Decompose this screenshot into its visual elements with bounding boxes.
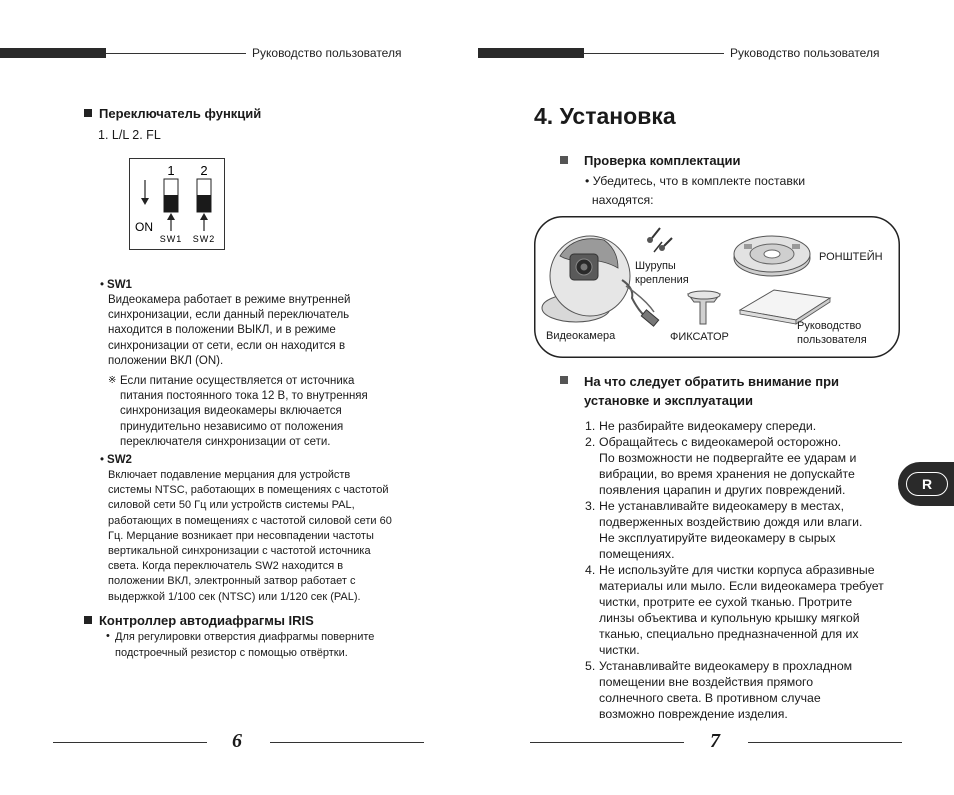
caption-manual: Руководство пользователя — [797, 320, 867, 346]
bullet-square-icon — [84, 616, 92, 624]
dip-switch-diagram — [129, 158, 225, 250]
bullet-square-icon — [84, 109, 92, 117]
caution-item-4: 4. Не используйте для чистки корпуса абразивные материалы или мыло. Если видеокамера требует чистки, протрите ее сухой тканью. Протрите линзы объектива и купольную крышку мягкой тканью, специально предназначенной для их чистки. — [585, 563, 884, 657]
caption-camera: Видеокамера — [546, 330, 616, 342]
iris-bullet: • — [106, 630, 110, 642]
cautions-bullet-square-icon — [560, 376, 568, 384]
chapter-title: 4. Установка — [534, 103, 676, 129]
right-page-number: 7 — [710, 730, 720, 752]
caution-item-1: 1. Не разбирайте видеокамеру спереди. — [585, 419, 817, 433]
sw1-label: SW1 — [159, 234, 183, 244]
left-footer-rule-left — [53, 742, 207, 743]
left-footer-rule-right — [270, 742, 424, 743]
bracket-picture — [734, 236, 810, 276]
caption-clamp: ФИКСАТОР — [670, 331, 729, 343]
right-footer-rule-left — [530, 742, 684, 743]
left-header-rule — [106, 53, 246, 54]
left-header-title: Руководство пользователя — [252, 46, 402, 60]
left-header-bar — [0, 48, 106, 58]
caution-item-3: 3. Не устанавливайте видеокамеру в местах, подверженных воздействию дождя или влаги. Не эксплуатируйте видеокамеру в сырых помещениях. — [585, 499, 863, 561]
sw1-description: Видеокамера работает в режиме внутренней синхронизации, если данный переключатель находится в положении ВЫКЛ, и в режиме синхронизации от сети, если он находится в положении ВКЛ (ON). — [108, 294, 351, 367]
caption-screws: Шурупы крепления — [635, 260, 689, 286]
right-header-rule — [584, 53, 724, 54]
left-page-number: 6 — [232, 730, 242, 752]
caption-bracket: РОНШТЕЙН — [819, 251, 883, 263]
package-check-heading: Проверка комплектации — [560, 153, 741, 168]
sw1-title: • SW1 — [100, 279, 132, 291]
switch-number-1: 1 — [167, 163, 175, 178]
right-header-bar — [478, 48, 584, 58]
switch-2-lever — [197, 195, 211, 212]
on-label: ON — [135, 220, 153, 234]
cautions-heading: На что следует обратить внимание при установке и эксплуатации — [584, 374, 840, 408]
iris-heading: Контроллер автодиафрагмы IRIS — [84, 613, 314, 628]
caution-item-5: 5. Устанавливайте видеокамеру в прохладном помещении вне воздействия прямого солнечного света. В противном случае возможно повреждение изделия. — [585, 659, 853, 721]
package-check-intro: • Убедитесь, что в комплекте поставки находятся: — [585, 174, 806, 207]
sw1-note-mark: ※ — [108, 375, 117, 386]
section-tab-label: R — [906, 472, 948, 496]
iris-description: Для регулировки отверстия диафрагмы поверните подстроечный резистор с помощью отвёртки. — [115, 631, 375, 659]
caution-item-2: 2. Обращайтесь с видеокамерой осторожно. По возможности не подвергайте ее ударам и вибрации, во время хранения не допускайте появления царапин и других повреждений. — [585, 435, 857, 497]
sw2-description: Включает подавление мерцания для устройств системы NTSC, работающих в помещениях с частотой силовой сети 50 Гц или устройств системы PAL, работающих в помещениях с частотой силовой сети 60 Гц. Мерцание возникает при несовпадении частоты вертикальной синхронизации с частотой источника света. Когда переключатель SW2 находится в положении ВКЛ, электронный затвор работает с выдержкой 1/100 сек (NTSC) или 1/120 сек (PAL). — [108, 469, 392, 603]
function-switch-heading: Переключатель функций — [84, 106, 261, 121]
bullet-square-icon — [560, 156, 568, 164]
sw2-label: SW2 — [192, 234, 216, 244]
switch-number-2: 2 — [200, 163, 208, 178]
right-header-title: Руководство пользователя — [730, 46, 880, 60]
sw1-note: Если питание осуществляется от источника питания постоянного тока 12 В, то внутренняя синхронизация видеокамеры включается принудительно независимо от положения переключателя синхронизации от сети. — [120, 375, 368, 448]
sw2-title: • SW2 — [100, 454, 132, 466]
function-switch-options: 1. L/L 2. FL — [98, 128, 161, 142]
right-footer-rule-right — [748, 742, 902, 743]
switch-1-lever — [164, 195, 178, 212]
cautions-list — [585, 418, 905, 722]
